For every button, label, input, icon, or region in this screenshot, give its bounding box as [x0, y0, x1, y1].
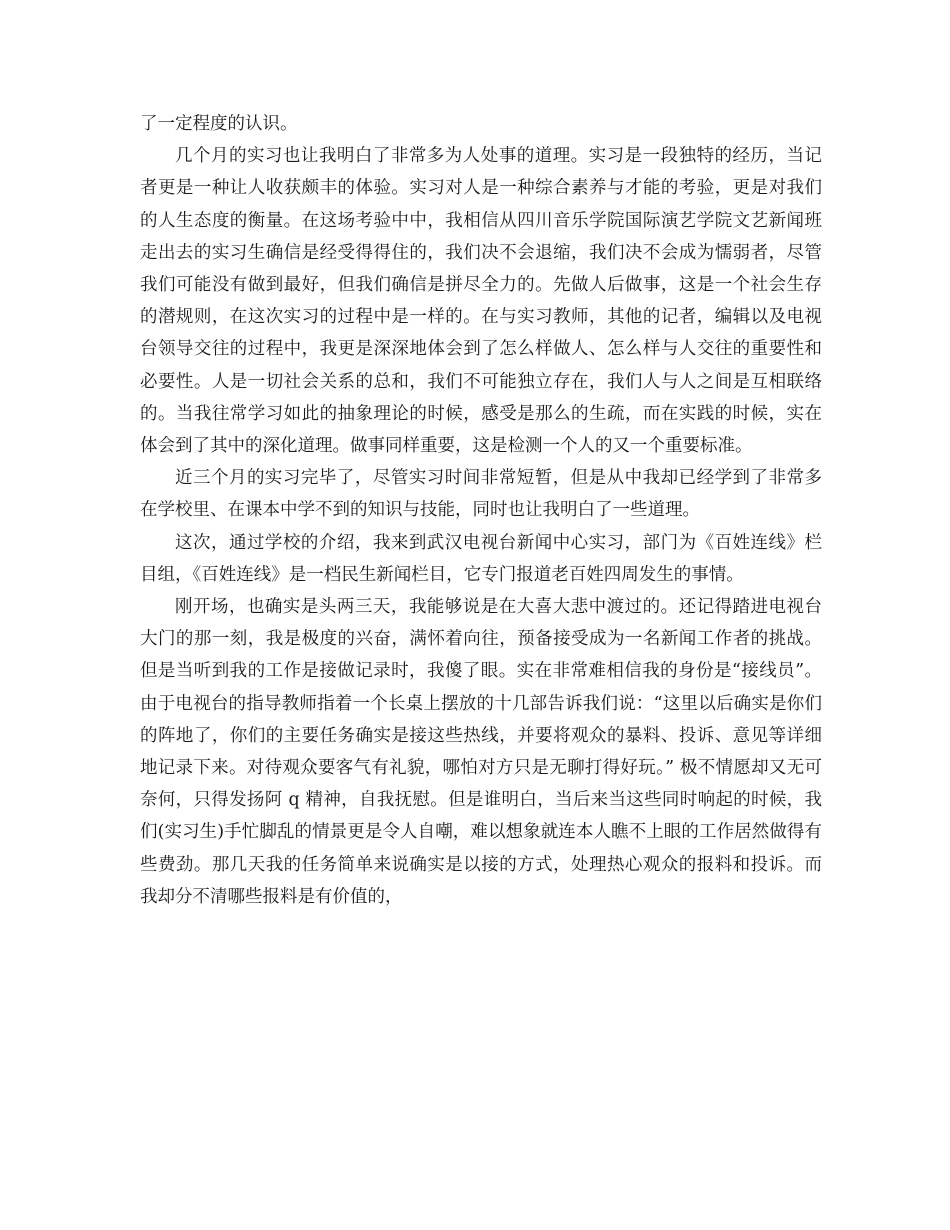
- paragraph: 近三个月的实习完毕了，尽管实习时间非常短暂，但是从中我却已经学到了非常多在学校里、在课本中学不到的知识与技能，同时也让我明白了一些道理。: [140, 468, 822, 521]
- document-body: [140, 108, 822, 913]
- paragraph: 几个月的实习也让我明白了非常多为人处事的道理。实习是一段独特的经历，当记者更是一种让人收获颇丰的体验。实习对人是一种综合素养与才能的考验，更是对我们的人生态度的衡量。在这场考验中中，我相信从四川音乐学院国际演艺学院文艺新闻班走出去的实习生确信是经受得得住的，我们决不会退缩，我们决不会成为懦弱者，尽管我们可能没有做到最好，但我们确信是拼尽全力的。先做人后做事，这是一个社会生存的潜规则，在这次实习的过程中是一样的。在与实习教师，其他的记者，编辑以及电视台领导交往的过程中，我更是深深地体会到了怎么样做人、怎么样与人交往的重要性和必要性。人是一切社会关系的总和，我们不可能独立存在，我们人与人之间是互相联络的。当我往常学习如此的抽象理论的时候，感受是那么的生疏，而在实践的时候，实在体会到了其中的深化道理。做事同样重要，这是检测一个人的又一个重要标准。: [140, 146, 822, 457]
- paragraph: 这次，通过学校的介绍，我来到武汉电视台新闻中心实习，部门为《百姓连线》栏目组，《百姓连线》是一档民生新闻栏目，它专门报道老百姓四周发生的事情。: [140, 532, 822, 585]
- paragraph: 刚开场，也确实是头两三天，我能够说是在大喜大悲中渡过的。还记得踏进电视台大门的那一刻，我是极度的兴奋，满怀着向往，预备接受成为一名新闻工作者的挑战。但是当听到我的工作是接做记录时，我傻了眼。实在非常难相信我的身份是“接线员”。由于电视台的指导教师指着一个长桌上摆放的十几部告诉我们说：“这里以后确实是你们的阵地了，你们的主要任务确实是接这些热线，并要将观众的暴料、投诉、意见等详细地记录下来。对待观众要客气有礼貌，哪怕对方只是无聊打得好玩。” 极不情愿却又无可奈何，只得发扬阿 q 精神，自我抚慰。但是谁明白，当后来当这些同时响起的时候，我们(实习生)手忙脚乱的情景更是令人自嘲，难以想象就连本人瞧不上眼的工作居然做得有些费劲。那几天我的任务简单来说确实是以接的方式，处理热心观众的报料和投诉。而我却分不清哪些报料是有价值的，: [140, 597, 822, 907]
- paragraph-continuation: 了一定程度的认识。: [140, 114, 298, 134]
